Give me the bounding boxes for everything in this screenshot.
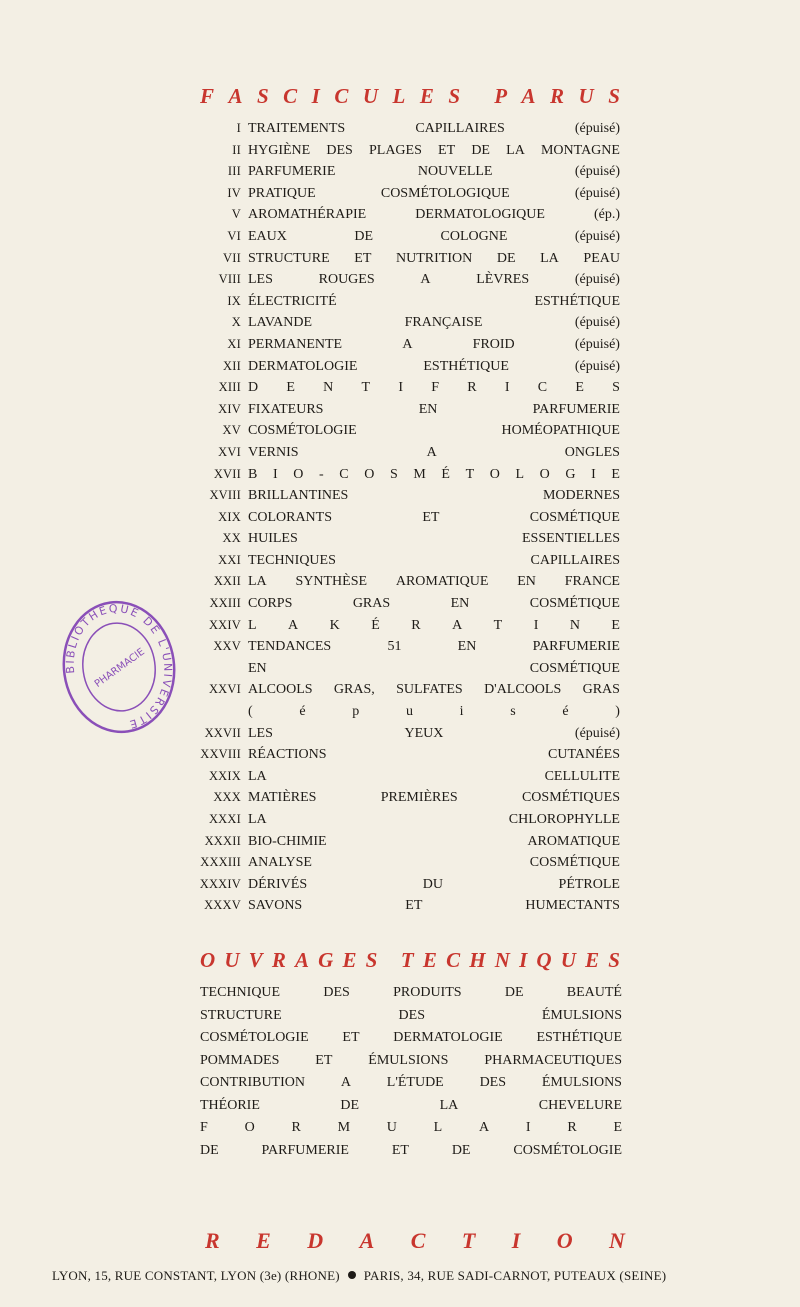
- footer-paris-address: PARIS, 34, RUE SADI-CARNOT, PUTEAUX (SEINE): [363, 1268, 667, 1283]
- fascicule-title: BIO-CHIMIE AROMATIQUE: [248, 833, 620, 849]
- heading-redaction: R E D A C T I O N: [205, 1228, 625, 1253]
- fascicule-row: [190, 359, 620, 381]
- fascicule-row: [190, 294, 620, 316]
- ouvrage-row: F O R M U L A I R E: [200, 1120, 622, 1135]
- fascicule-title: HUILES ESSENTIELLES: [248, 531, 620, 547]
- fascicule-number: XXIV: [208, 617, 241, 632]
- fascicule-row: [190, 553, 620, 575]
- fascicule-number: XXIX: [208, 768, 241, 783]
- stamp-outer-text: BIBLIOTHÈQUE DE L'UNIVERSITÉ: [63, 601, 175, 732]
- fascicule-row: [190, 639, 620, 661]
- fascicule-title: ( é p u i s é ): [248, 704, 620, 720]
- fascicule-number: XXX: [213, 790, 241, 805]
- fascicule-number: IX: [227, 293, 241, 308]
- fascicule-row: [190, 467, 620, 489]
- fascicules-list: [190, 121, 620, 920]
- fascicule-number: IV: [227, 185, 241, 200]
- fascicule-number: XXIII: [209, 596, 241, 611]
- fascicule-title: LES ROUGES A LÈVRES (épuisé): [248, 272, 620, 288]
- ouvrage-row: TECHNIQUE DES PRODUITS DE BEAUTÉ: [200, 985, 622, 1000]
- fascicule-number: XXII: [213, 574, 241, 589]
- fascicule-number: XXXV: [204, 898, 241, 913]
- fascicule-number: XVI: [218, 444, 241, 459]
- fascicule-number: XI: [227, 336, 241, 351]
- fascicule-row: [190, 207, 620, 229]
- fascicule-row: [190, 834, 620, 856]
- fascicule-title: COSMÉTOLOGIE HOMÉOPATHIQUE: [248, 423, 620, 439]
- fascicule-title: AROMATHÉRAPIE DERMATOLOGIQUE (ép.): [248, 207, 620, 223]
- fascicule-number: XII: [223, 358, 241, 373]
- heading-ouvrages: O U V R A G E S T E C H N I Q U E S: [200, 948, 620, 972]
- fascicule-number: XXXI: [208, 812, 241, 826]
- fascicule-title: TENDANCES 51 EN PARFUMERIE: [248, 639, 620, 655]
- fascicule-row: [190, 812, 620, 834]
- footer-lyon-address: LYON, 15, RUE CONSTANT, LYON (3e) (RHONE): [52, 1268, 340, 1283]
- fascicule-row-continuation: [190, 661, 620, 683]
- fascicule-number: XXXIII: [200, 855, 241, 870]
- fascicule-title: EAUX DE COLOGNE (épuisé): [248, 228, 620, 244]
- fascicule-number: XX: [222, 531, 241, 546]
- fascicule-number: X: [231, 315, 241, 330]
- fascicule-title: LA SYNTHÈSE AROMATIQUE EN FRANCE: [248, 574, 620, 590]
- fascicule-number: V: [231, 207, 241, 222]
- fascicule-row: [190, 445, 620, 467]
- fascicule-row: [190, 423, 620, 445]
- fascicule-title: HYGIÈNE DES PLAGES ET DE LA MONTAGNE: [248, 142, 620, 158]
- stamp-inner-text: PHARMACIE: [92, 646, 147, 690]
- fascicule-number: II: [232, 142, 241, 157]
- fascicule-row: [190, 747, 620, 769]
- library-stamp: [51, 590, 187, 743]
- fascicule-title: TRAITEMENTS CAPILLAIRES (épuisé): [248, 121, 620, 136]
- ouvrage-row: CONTRIBUTION A L'ÉTUDE DES ÉMULSIONS: [200, 1075, 622, 1090]
- fascicule-title: L A K É R A T I N E: [248, 617, 620, 633]
- fascicule-title: ANALYSE COSMÉTIQUE: [248, 855, 620, 871]
- fascicule-number: XVIII: [209, 488, 241, 503]
- fascicule-row: [190, 510, 620, 532]
- fascicule-title: RÉACTIONS CUTANÉES: [248, 747, 620, 763]
- fascicule-title: PERMANENTE A FROID (épuisé): [248, 336, 620, 352]
- fascicule-row: [190, 164, 620, 186]
- fascicule-title: LA CELLULITE: [248, 768, 620, 784]
- fascicule-row: [190, 726, 620, 748]
- fascicule-row: [190, 769, 620, 791]
- fascicule-title: PRATIQUE COSMÉTOLOGIQUE (épuisé): [248, 185, 620, 201]
- fascicule-number: I: [236, 121, 241, 135]
- fascicule-number: XXV: [213, 639, 241, 654]
- fascicule-number: XXXII: [204, 833, 241, 848]
- stamp-icon: [51, 590, 187, 743]
- ouvrage-row: DE PARFUMERIE ET DE COSMÉTOLOGIE: [200, 1142, 622, 1158]
- fascicule-number: VI: [227, 228, 241, 243]
- fascicule-row: [190, 229, 620, 251]
- fascicule-row: [190, 618, 620, 640]
- ouvrages-list: [200, 985, 622, 1165]
- fascicule-number: XXXIV: [199, 876, 241, 891]
- ouvrage-row: COSMÉTOLOGIE ET DERMATOLOGIE ESTHÉTIQUE: [200, 1030, 622, 1045]
- fascicule-title: DÉRIVÉS DU PÉTROLE: [248, 876, 620, 892]
- fascicule-title: D E N T I F R I C E S: [248, 380, 620, 396]
- fascicule-row: [190, 531, 620, 553]
- fascicule-title: FIXATEURS EN PARFUMERIE: [248, 401, 620, 417]
- fascicule-title: LES YEUX (épuisé): [248, 725, 620, 741]
- fascicule-number: XV: [222, 423, 241, 438]
- fascicule-title: LAVANDE FRANÇAISE (épuisé): [248, 315, 620, 331]
- fascicule-title: DERMATOLOGIE ESTHÉTIQUE (épuisé): [248, 358, 620, 374]
- fascicule-row: [190, 315, 620, 337]
- fascicule-row: [190, 251, 620, 273]
- fascicule-title: PARFUMERIE NOUVELLE (épuisé): [248, 164, 620, 180]
- fascicule-title: ALCOOLS GRAS, SULFATES D'ALCOOLS GRAS: [248, 682, 620, 698]
- fascicule-row: [190, 574, 620, 596]
- fascicule-title: COLORANTS ET COSMÉTIQUE: [248, 509, 620, 525]
- fascicule-row: [190, 121, 620, 143]
- fascicule-number: XXVI: [208, 682, 241, 697]
- fascicule-title: BRILLANTINES MODERNES: [248, 488, 620, 504]
- fascicule-number: XXVIII: [200, 747, 241, 762]
- fascicule-row: [190, 790, 620, 812]
- fascicule-row-continuation: [190, 704, 620, 726]
- ouvrage-row: STRUCTURE DES ÉMULSIONS: [200, 1007, 622, 1023]
- fascicule-title: MATIÈRES PREMIÈRES COSMÉTIQUES: [248, 790, 620, 806]
- fascicule-number: III: [227, 164, 241, 179]
- fascicule-title: B I O - C O S M É T O L O G I E: [248, 466, 620, 482]
- fascicule-row: [190, 596, 620, 618]
- fascicule-row: [190, 488, 620, 510]
- fascicule-row: [190, 898, 620, 920]
- fascicule-number: VII: [223, 250, 241, 265]
- footer-addresses: [52, 1268, 767, 1284]
- fascicule-title: EN COSMÉTIQUE: [248, 660, 620, 676]
- fascicule-row: [190, 402, 620, 424]
- fascicule-title: VERNIS A ONGLES: [248, 444, 620, 460]
- fascicule-row: [190, 380, 620, 402]
- fascicule-number: XXVII: [204, 725, 241, 740]
- fascicule-title: LA CHLOROPHYLLE: [248, 812, 620, 827]
- fascicule-row: [190, 337, 620, 359]
- fascicule-number: VIII: [218, 272, 241, 287]
- heading-fascicules: F A S C I C U L E S P A R U S: [200, 84, 620, 108]
- fascicule-title: SAVONS ET HUMECTANTS: [248, 898, 620, 914]
- fascicule-number: XVII: [213, 466, 241, 481]
- fascicule-number: XIV: [218, 401, 241, 416]
- fascicule-number: XIX: [218, 509, 241, 524]
- fascicule-title: ÉLECTRICITÉ ESTHÉTIQUE: [248, 293, 620, 309]
- ouvrage-row: THÉORIE DE LA CHEVELURE: [200, 1097, 622, 1113]
- fascicule-row: [190, 855, 620, 877]
- fascicule-title: CORPS GRAS EN COSMÉTIQUE: [248, 596, 620, 612]
- fascicule-row: [190, 682, 620, 704]
- fascicule-row: [190, 877, 620, 899]
- fascicule-row: [190, 186, 620, 208]
- fascicule-row: [190, 272, 620, 294]
- fascicule-number: XIII: [218, 380, 241, 395]
- fascicule-title: TECHNIQUES CAPILLAIRES: [248, 552, 620, 568]
- bullet-dot-icon: [348, 1271, 356, 1279]
- fascicule-title: STRUCTURE ET NUTRITION DE LA PEAU: [248, 250, 620, 266]
- fascicule-number: XXI: [218, 552, 241, 567]
- fascicule-row: [190, 143, 620, 165]
- ouvrage-row: POMMADES ET ÉMULSIONS PHARMACEUTIQUES: [200, 1052, 622, 1068]
